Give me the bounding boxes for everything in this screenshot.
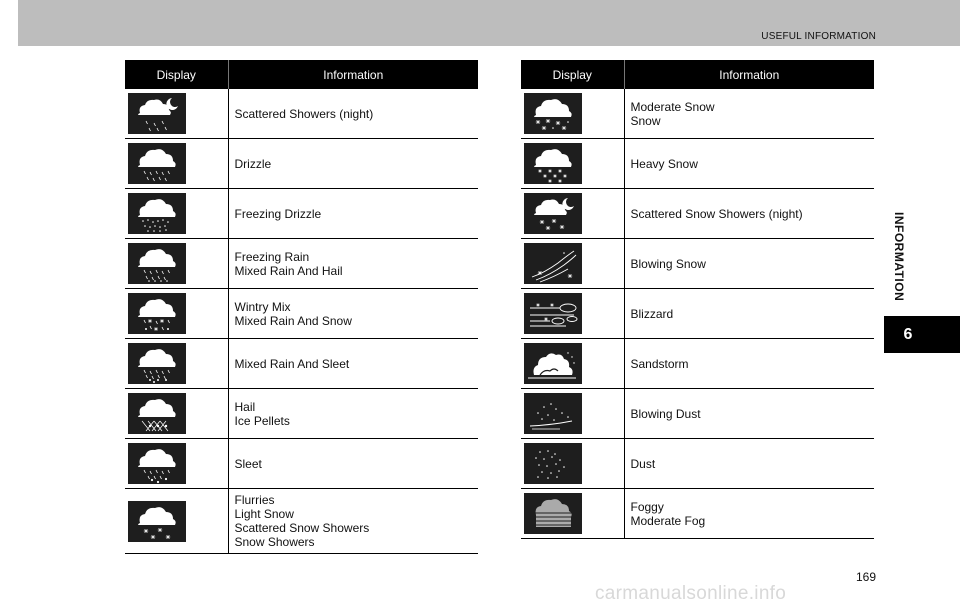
information-cell xyxy=(624,189,874,239)
display-cell xyxy=(521,89,624,139)
cloud-drizzle-icon xyxy=(128,143,186,184)
display-cell xyxy=(125,189,228,239)
display-cell xyxy=(521,489,624,539)
information-line: Freezing Rain xyxy=(234,249,310,264)
table-row xyxy=(521,289,874,339)
cloud-freezing-drizzle-icon xyxy=(128,193,186,234)
information-cell xyxy=(624,439,874,489)
display-cell xyxy=(125,389,228,439)
display-cell xyxy=(125,289,228,339)
display-cell xyxy=(521,239,624,289)
information-line: Sleet xyxy=(234,456,262,471)
information-line: Foggy xyxy=(630,499,664,514)
information-cell xyxy=(624,289,874,339)
information-line: Moderate Fog xyxy=(630,513,706,528)
table-row xyxy=(125,289,478,339)
column-header-information: Information xyxy=(624,60,874,89)
cloud-sleet-icon xyxy=(128,443,186,484)
cloud-moon-rain-icon xyxy=(128,93,186,134)
information-line: Dust xyxy=(630,456,656,471)
cloud-rain-sleet-icon xyxy=(128,343,186,384)
information-line: Scattered Snow Showers xyxy=(234,521,370,535)
information-cell xyxy=(228,339,478,389)
display-cell xyxy=(521,389,624,439)
weather-icon-table-left xyxy=(125,60,478,554)
display-cell xyxy=(125,489,228,554)
information-cell xyxy=(624,139,874,189)
information-cell xyxy=(228,439,478,489)
dust-icon xyxy=(524,443,582,484)
information-line: Blowing Dust xyxy=(630,406,701,421)
table-row xyxy=(125,389,478,439)
display-cell xyxy=(521,189,624,239)
information-line: Freezing Drizzle xyxy=(234,206,322,221)
column-header-display: Display xyxy=(521,60,624,89)
information-line: Drizzle xyxy=(234,156,272,171)
information-line: Snow Showers xyxy=(234,535,315,549)
table-row xyxy=(125,89,478,139)
information-cell xyxy=(624,339,874,389)
cloud-heavy-snow-icon xyxy=(524,143,582,184)
table-row xyxy=(521,189,874,239)
column-header-display: Display xyxy=(125,60,228,89)
chapter-tab: 6 xyxy=(884,316,960,353)
cloud-hail-icon xyxy=(128,393,186,434)
blizzard-icon xyxy=(524,293,582,334)
sandstorm-icon xyxy=(524,343,582,384)
table-row xyxy=(521,339,874,389)
display-cell xyxy=(125,339,228,389)
information-cell xyxy=(624,489,874,539)
information-line: Sandstorm xyxy=(630,356,689,371)
information-cell xyxy=(228,239,478,289)
information-cell xyxy=(228,189,478,239)
information-line: Mixed Rain And Hail xyxy=(234,263,343,278)
information-line: Ice Pellets xyxy=(234,413,290,428)
table-row xyxy=(125,489,478,554)
information-cell xyxy=(228,89,478,139)
information-cell xyxy=(228,139,478,189)
information-cell xyxy=(228,389,478,439)
information-line: Moderate Snow xyxy=(630,99,715,114)
display-cell xyxy=(521,439,624,489)
information-line: Scattered Showers (night) xyxy=(234,106,374,121)
table-row xyxy=(125,239,478,289)
information-line: Flurries xyxy=(234,493,275,507)
table-row xyxy=(521,239,874,289)
information-line: Heavy Snow xyxy=(630,156,698,171)
information-line: Snow xyxy=(630,113,661,128)
display-cell xyxy=(125,89,228,139)
cloud-moon-snow-icon xyxy=(524,193,582,234)
section-title: USEFUL INFORMATION xyxy=(761,31,876,42)
cloud-wintry-mix-icon xyxy=(128,293,186,334)
page-number: 169 xyxy=(856,570,877,584)
information-line: Light Snow xyxy=(234,507,294,521)
information-cell xyxy=(624,389,874,439)
display-cell xyxy=(521,139,624,189)
side-tab-label-text: INFORMATION xyxy=(892,212,906,302)
information-line: Mixed Rain And Sleet xyxy=(234,356,350,371)
information-line: Blizzard xyxy=(630,306,674,321)
information-cell xyxy=(624,239,874,289)
table-row xyxy=(125,339,478,389)
cloud-freezing-rain-icon xyxy=(128,243,186,284)
weather-icon-table-right xyxy=(521,60,874,539)
display-cell xyxy=(521,339,624,389)
display-cell xyxy=(125,139,228,189)
table-row xyxy=(521,389,874,439)
watermark: carmanualsonline.info xyxy=(595,583,787,604)
blowing-snow-icon xyxy=(524,243,582,284)
cloud-moderate-snow-icon xyxy=(524,93,582,134)
side-tab-label xyxy=(887,212,911,312)
information-cell xyxy=(624,89,874,139)
information-line: Scattered Snow Showers (night) xyxy=(630,206,803,221)
table-row xyxy=(125,439,478,489)
column-header-information: Information xyxy=(228,60,478,89)
display-cell xyxy=(521,289,624,339)
display-cell xyxy=(125,239,228,289)
cloud-flurries-icon xyxy=(128,501,186,542)
table-row xyxy=(521,89,874,139)
information-line: Mixed Rain And Snow xyxy=(234,313,352,328)
information-cell xyxy=(228,489,478,554)
table-row xyxy=(521,139,874,189)
table-row xyxy=(125,139,478,189)
information-cell xyxy=(228,289,478,339)
information-line: Wintry Mix xyxy=(234,299,291,314)
fog-icon xyxy=(524,493,582,534)
information-line: Blowing Snow xyxy=(630,256,706,271)
information-line: Hail xyxy=(234,399,256,414)
display-cell xyxy=(125,439,228,489)
blowing-dust-icon xyxy=(524,393,582,434)
table-row xyxy=(125,189,478,239)
table-row xyxy=(521,439,874,489)
table-row xyxy=(521,489,874,539)
